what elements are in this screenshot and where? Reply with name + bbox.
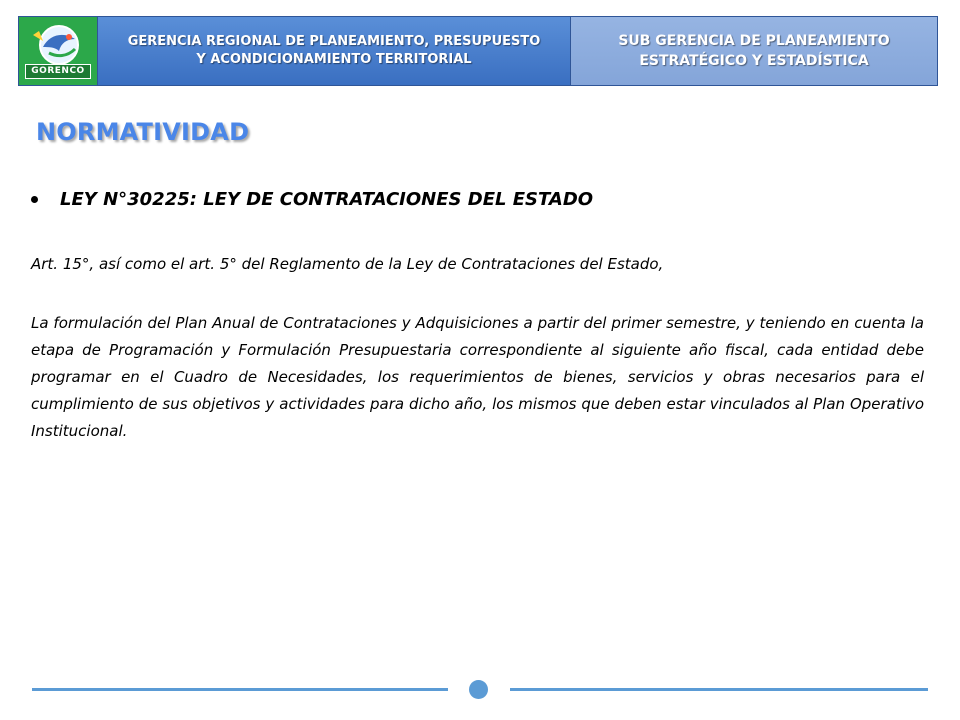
footer-line-right <box>510 688 928 691</box>
law-bullet-item <box>31 189 593 210</box>
law-title: LEY N°30225: LEY DE CONTRATACIONES DEL ESTADO <box>60 189 594 210</box>
page-title: NORMATIVIDAD <box>36 118 250 146</box>
footer-circle-icon <box>469 680 488 699</box>
header-banner <box>18 16 938 86</box>
article-reference: Art. 15°, así como el art. 5° del Reglamento de la Ley de Contrataciones del Estado, <box>31 255 664 273</box>
header-center-line1: GERENCIA REGIONAL DE PLANEAMIENTO, PRESUPUESTO <box>127 34 541 49</box>
bullet-dot-icon <box>31 196 38 203</box>
header-center-title <box>98 17 571 85</box>
gorenco-logo-icon <box>19 17 98 85</box>
header-center-line2: Y ACONDICIONAMIENTO TERRITORIAL <box>196 52 472 67</box>
header-right-title <box>571 17 937 85</box>
footer-line-left <box>32 688 448 691</box>
header-right-line1: SUB GERENCIA DE PLANEAMIENTO <box>618 33 890 49</box>
logo-text: GORENCO <box>25 64 91 79</box>
body-paragraph: La formulación del Plan Anual de Contrataciones y Adquisiciones a partir del primer semestre, y teniendo en cuenta la etapa de Programación y Formulación Presupuestaria correspondiente al siguiente año fiscal, cada entidad debe programar en el Cuadro de Necesidades, los requerimientos de bienes, servicios y obras necesarios para el cumplimiento de sus objetivos y actividades para dicho año, los mismos que deben estar vinculados al Plan Operativo Institucional. <box>31 314 924 440</box>
header-right-line2: ESTRATÉGICO Y ESTADÍSTICA <box>639 53 869 69</box>
